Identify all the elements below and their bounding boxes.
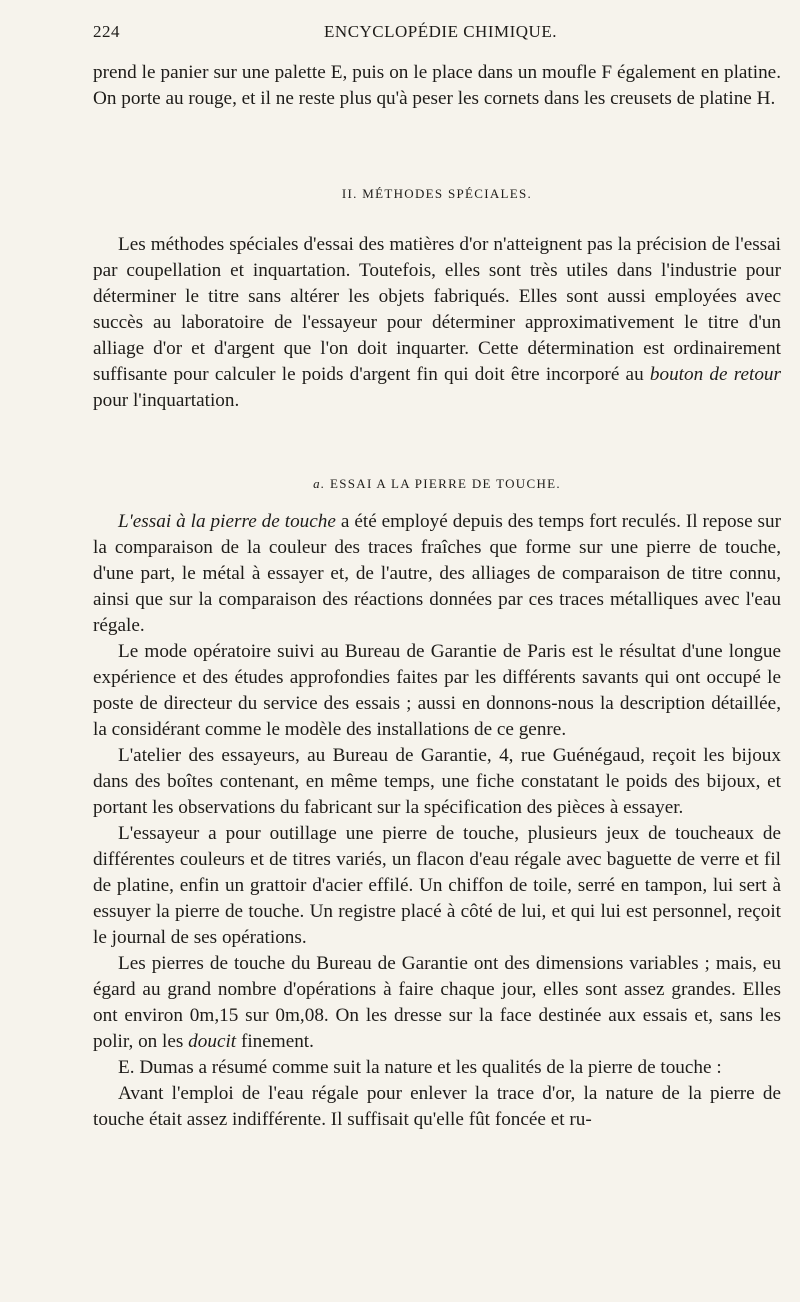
subsection-title: ESSAI A LA PIERRE DE TOUCHE. [329, 476, 561, 491]
italic-term: doucit [188, 1031, 237, 1052]
italic-term: L'essai à la pierre de touche [118, 511, 336, 532]
methods-block [93, 232, 781, 414]
touchstone-section [93, 509, 781, 1133]
italic-term: bouton de retour [649, 364, 781, 385]
intro-block [93, 60, 781, 112]
paragraph-2: Le mode opératoire suivi au Bureau de Garantie de Paris est le résultat d'une longue expérience et des études approfondies faites par les différents savants qui ont occupé le poste de directeur du service des essais ; aussi en donnons-nous la description détaillée, la considérant comme le modèle des installations de ce genre. [93, 641, 781, 740]
paragraph-1: L'essai à la pierre de touche a été employé depuis des temps fort reculés. Il repose sur la comparaison de la couleur des traces fraîches que forme sur une pierre de touche, d'une part, le métal à essayer et, de l'autre, des alliages de comparaison de titre connu, ainsi que sur la comparaison des réactions données par ces traces métalliques avec l'eau régale. [93, 511, 781, 636]
subsection-heading [93, 476, 781, 492]
paragraph-4: L'essayeur a pour outillage une pierre de touche, plusieurs jeux de toucheaux de différentes couleurs et de titres variés, un flacon d'eau régale avec baguette de verre et fil de platine, enfin un grattoir d'acier effilé. Un chiffon de toile, serré en tampon, lui sert à essuyer la pierre de touche. Un registre placé à côté de lui, et qui lui est personnel, reçoit le journal de ses opérations. [93, 823, 781, 948]
methods-paragraph: Les méthodes spéciales d'essai des matières d'or n'atteignent pas la précision de l'essai par coupellation et inquartation. Toutefois, elles sont très utiles dans l'industrie pour déterminer le titre sans altérer les objets fabriqués. Elles sont aussi employées avec succès au laboratoire de l'essayeur pour déterminer approximativement le titre d'un alliage d'or et d'argent que l'on doit inquarter. Cette détermination est ordinairement suffisante pour calculer le poids d'argent fin qui doit être incorporé au bouton de retour pour l'inquartation. [93, 234, 781, 411]
subsection-letter: a. [313, 476, 326, 491]
intro-paragraph: prend le panier sur une palette E, puis on le place dans un moufle F également en platine. On porte au rouge, et il ne reste plus qu'à peser les cornets dans les creusets de platine H. [93, 62, 781, 109]
paragraph-5: Les pierres de touche du Bureau de Garantie ont des dimensions variables ; mais, eu égard au grand nombre d'opérations à faire chaque jour, elles sont assez grandes. Elles ont environ 0m,15 sur 0m,08. On les dresse sur la face destinée aux essais et, sans les polir, on les doucit finement. [93, 953, 781, 1052]
page-number: 224 [93, 22, 120, 41]
paragraph-6: E. Dumas a résumé comme suit la nature et les qualités de la pierre de touche : [118, 1057, 722, 1078]
running-title: ENCYCLOPÉDIE CHIMIQUE. [324, 22, 557, 41]
paragraph-7: Avant l'emploi de l'eau régale pour enlever la trace d'or, la nature de la pierre de touche était assez indifférente. Il suffisait qu'elle fût foncée et ru- [93, 1083, 781, 1130]
page-header [93, 22, 778, 48]
paragraph-3: L'atelier des essayeurs, au Bureau de Garantie, 4, rue Guénégaud, reçoit les bijoux dans des boîtes contenant, en même temps, une fiche constatant le poids des bijoux, et portant les observations du fabricant sur la spécification des pièces à essayer. [93, 745, 781, 818]
section-heading: II. MÉTHODES SPÉCIALES. [341, 186, 533, 201]
